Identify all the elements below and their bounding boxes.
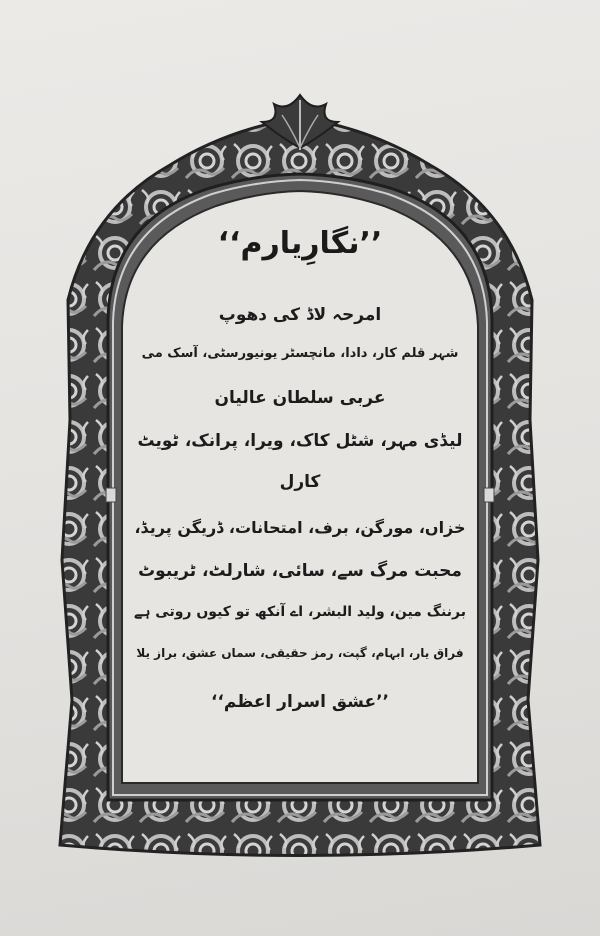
book-title: ’’نگارِیارم‘‘ bbox=[217, 226, 383, 261]
book-list-line: خزاں، مورگن، برف، امتحانات، ڈریگن پریڈ، bbox=[134, 518, 466, 537]
book-list-line: فراق یار، ابہام، گپت، رمز حقیقی، سماں عشق، براز یلا bbox=[136, 646, 464, 660]
frame-clip-right bbox=[484, 488, 494, 502]
book-list-line: محبت مرگ سے، سائی، شارلٹ، ٹریبوٹ bbox=[138, 561, 462, 581]
book-list-line: عربی سلطان عالیان bbox=[214, 388, 386, 408]
book-list-line: ’’عشق اسرار اعظم‘‘ bbox=[211, 692, 389, 712]
book-list-line: لیڈی مہر، شٹل کاک، ویرا، پرانک، ٹویٹ bbox=[137, 431, 463, 451]
mirror-text-area bbox=[130, 200, 470, 780]
book-list-line: شہر قلم کار، دادا، مانچسٹر یونیورسٹی، آسک می bbox=[141, 346, 459, 361]
frame-clip-left bbox=[106, 488, 116, 502]
book-list-line: امرحہ لاڈ کی دھوپ bbox=[218, 305, 382, 325]
book-list-line: کارل bbox=[279, 472, 321, 492]
book-list-line: برننگ مین، ولید البشر، اے آنکھ تو کیوں روتی ہے bbox=[134, 604, 466, 620]
